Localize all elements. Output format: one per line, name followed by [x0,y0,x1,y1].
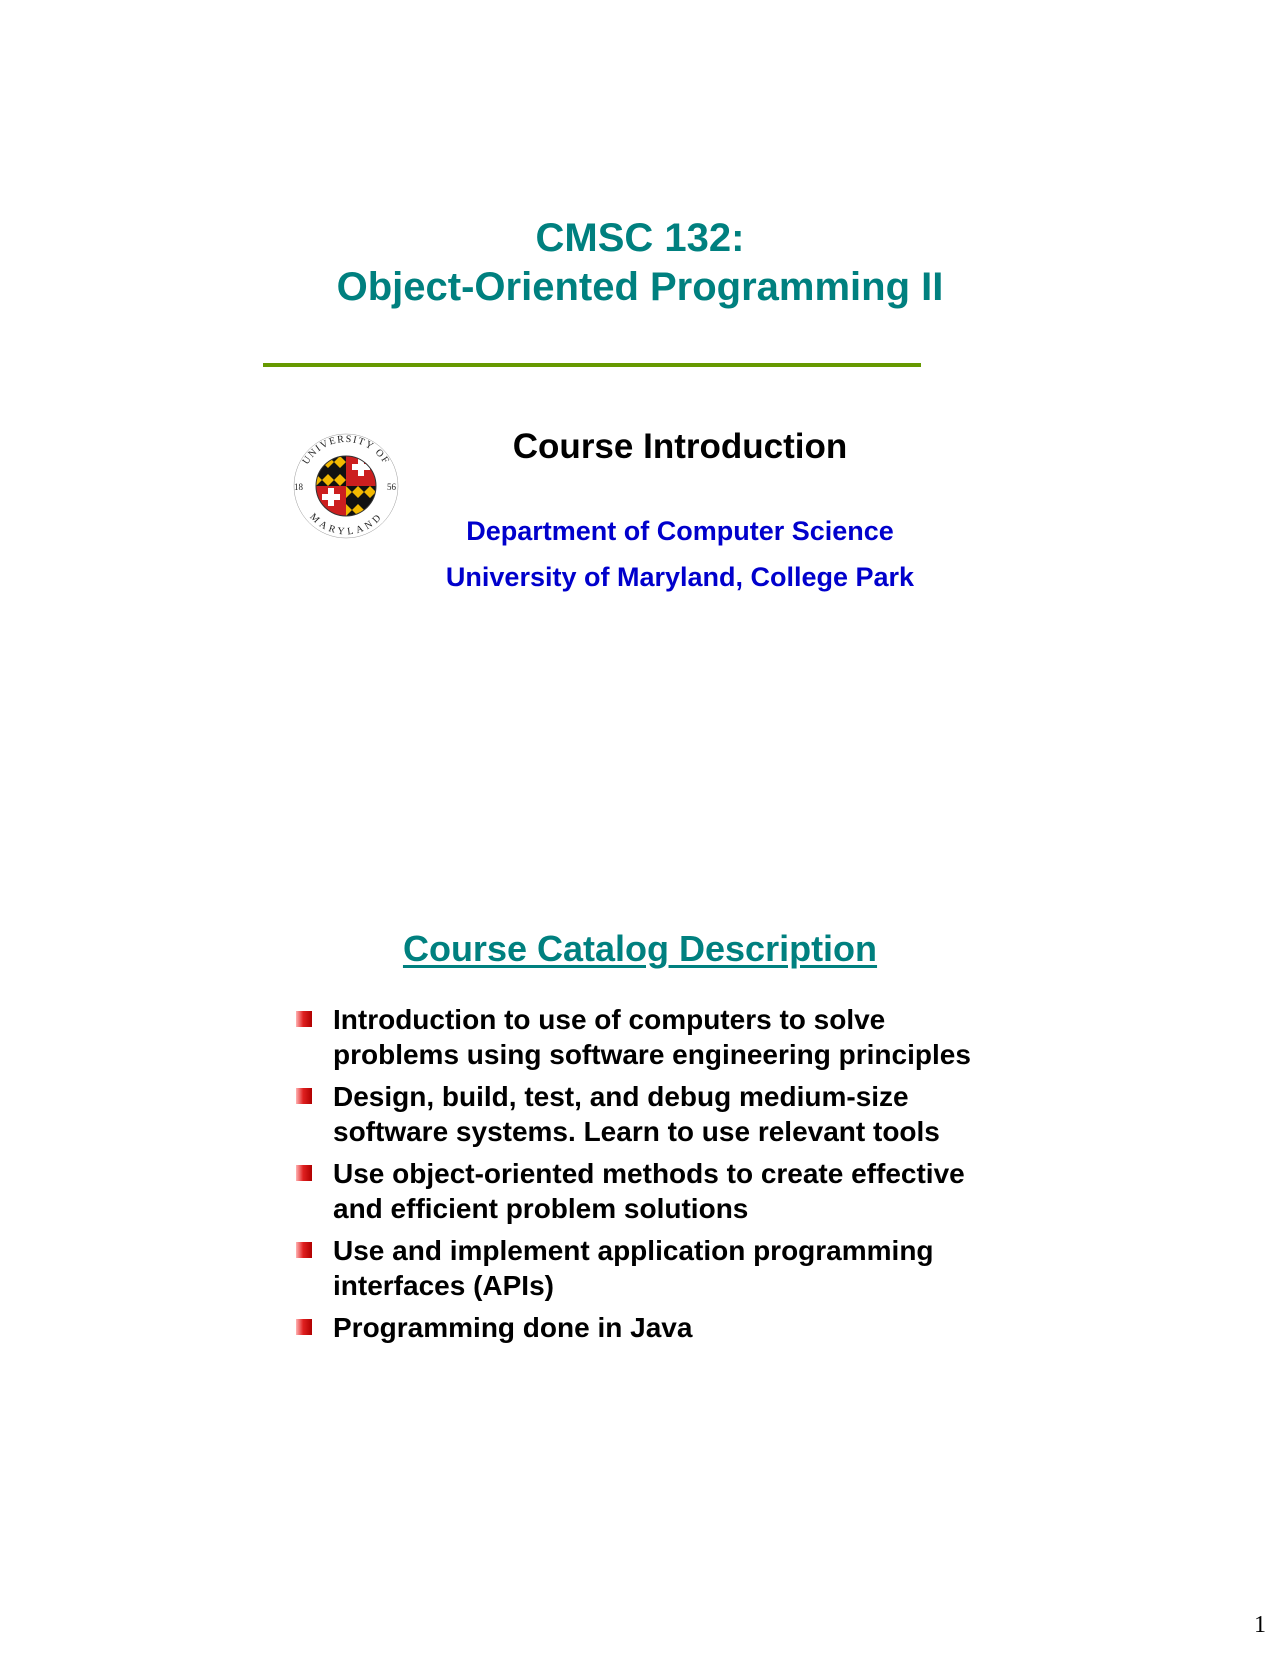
list-item [296,1156,996,1226]
bullet-text: Design, build, test, and debug medium-size software systems. Learn to use relevant tools [333,1081,940,1147]
bullet-icon [296,1088,312,1104]
seal-ring-bottom-text: MARYLAND [307,511,385,538]
list-item [296,1002,996,1072]
bullet-text: Use and implement application programming interfaces (APIs) [333,1235,934,1301]
title-line-1: CMSC 132: [535,216,745,260]
list-item [296,1079,996,1149]
catalog-bullet-list [296,1002,996,1352]
seal-ring-top-text: UNIVERSITY OF [300,433,392,467]
department-name: Department of Computer Science [466,516,894,546]
catalog-heading-text: Course Catalog Description [402,928,878,969]
seal-year-left: 18 [294,482,303,492]
bullet-text: Use object-oriented methods to create effective and efficient problem solutions [333,1158,965,1224]
bullet-icon [296,1165,312,1181]
title-line-2: Object-Oriented Programming II [336,265,944,309]
bullet-text: Programming done in Java [333,1312,693,1343]
slide-subtitle: Course Introduction [512,427,848,466]
bullet-icon [296,1319,312,1335]
bullet-icon [296,1242,312,1258]
bullet-text: Introduction to use of computers to solve problems using software engineering principles [333,1004,971,1070]
page-number: 1 [1254,1612,1266,1638]
list-item [296,1233,996,1303]
catalog-heading [0,927,1280,971]
title-divider [263,363,921,367]
university-name: University of Maryland, College Park [445,562,915,592]
list-item [296,1310,996,1345]
bullet-icon [296,1011,312,1027]
seal-year-right: 56 [387,482,396,492]
